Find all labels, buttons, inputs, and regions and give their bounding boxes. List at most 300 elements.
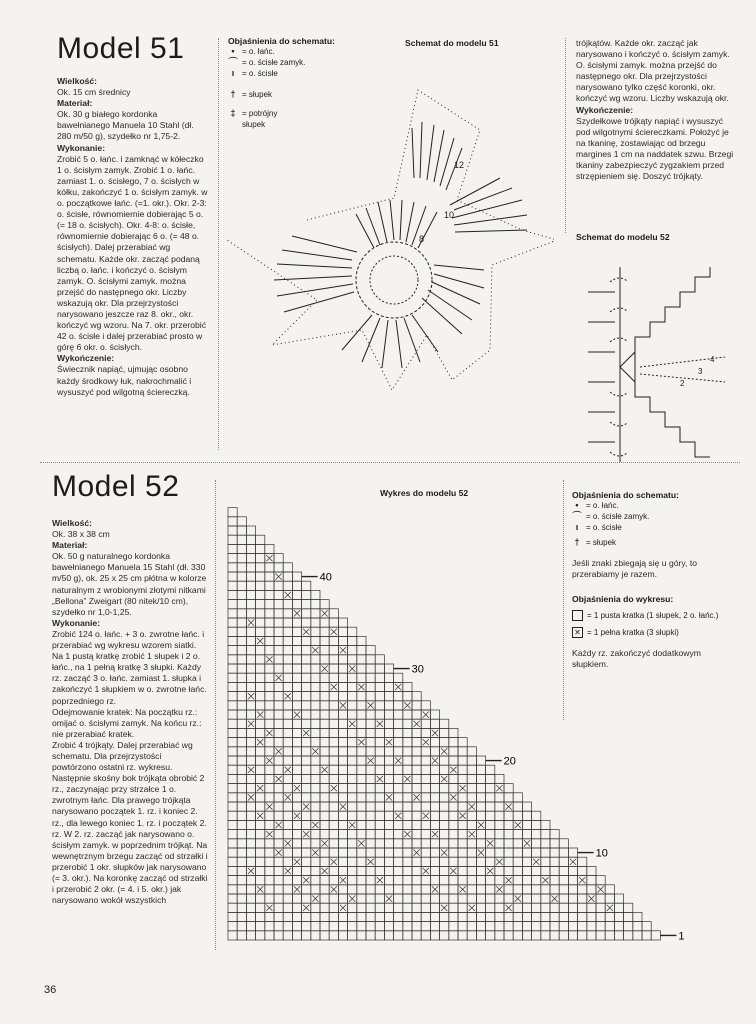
grid-cell [486, 894, 495, 903]
filled-mark [285, 592, 291, 598]
grid-cell [292, 774, 301, 783]
grid-cell [578, 894, 587, 903]
filled-mark [395, 684, 401, 690]
grid-cell [237, 664, 246, 673]
filled-mark [331, 684, 337, 690]
grid-cell [403, 710, 412, 719]
schema-51-diagram [222, 50, 554, 390]
grid-cell [338, 866, 347, 875]
grid-cell [246, 894, 255, 903]
grid-cell [348, 655, 357, 664]
grid-cell [449, 839, 458, 848]
grid-cell [384, 903, 393, 912]
grid-cell [329, 793, 338, 802]
grid-cell [237, 692, 246, 701]
filled-mark [303, 730, 309, 736]
filled-mark [322, 610, 328, 616]
grid-cell [366, 885, 375, 894]
grid-cell [256, 535, 265, 544]
filled-mark [515, 822, 521, 828]
grid-cell [495, 876, 504, 885]
grid-cell [486, 848, 495, 857]
grid-cell [338, 931, 347, 940]
grid-cell [292, 931, 301, 940]
grid-cell [348, 876, 357, 885]
grid-cell [274, 765, 283, 774]
grid-cell [375, 894, 384, 903]
stitch-fan-left [274, 236, 357, 312]
grid-cell [237, 876, 246, 885]
grid-cell [559, 912, 568, 921]
grid-cell [421, 728, 430, 737]
grid-cell [228, 517, 237, 526]
grid-cell [338, 747, 347, 756]
filled-mark [414, 721, 420, 727]
grid-cell [302, 692, 311, 701]
filled-mark [579, 877, 585, 883]
grid-cell [348, 701, 357, 710]
grid-cell [256, 572, 265, 581]
grid-cell [403, 922, 412, 931]
grid-cell [550, 866, 559, 875]
grid-cell [568, 848, 577, 857]
grid-cell [633, 931, 642, 940]
grid-cell [311, 839, 320, 848]
grid-cell [348, 646, 357, 655]
grid-cell [384, 876, 393, 885]
grid-cell [283, 581, 292, 590]
grid-cell [246, 738, 255, 747]
grid-cell [375, 710, 384, 719]
grid-cell [467, 820, 476, 829]
filled-square-icon: ✕ [572, 627, 583, 638]
grid-cell [614, 931, 623, 940]
grid-cell [513, 830, 522, 839]
grid-cell [394, 848, 403, 857]
grid-cell [302, 710, 311, 719]
grid-cell [384, 811, 393, 820]
filled-mark [542, 877, 548, 883]
grid-cell [421, 912, 430, 921]
grid-cell [624, 903, 633, 912]
grid-cell [550, 922, 559, 931]
grid-cell [329, 728, 338, 737]
grid-cell [375, 793, 384, 802]
grid-cell [228, 830, 237, 839]
legend-52-title: Objaśnienia do schematu: [572, 490, 679, 500]
grid-cell [292, 673, 301, 682]
grid-cell [265, 701, 274, 710]
material-heading: Materiał: [57, 98, 93, 109]
grid-cell [274, 609, 283, 618]
grid-cell [403, 784, 412, 793]
grid-cell [430, 857, 439, 866]
grid-cell [329, 692, 338, 701]
grid-cell [237, 830, 246, 839]
grid-cell [320, 636, 329, 645]
grid-cell [228, 922, 237, 931]
grid-cell [550, 931, 559, 940]
grid-cell [357, 922, 366, 931]
grid-cell [348, 802, 357, 811]
grid-cell [228, 701, 237, 710]
filled-mark [469, 905, 475, 911]
grid-cell [292, 664, 301, 673]
filled-mark [358, 684, 364, 690]
grid-cell [311, 664, 320, 673]
wykres-title: Wykres do modelu 52 [380, 488, 469, 498]
grid-cell [329, 811, 338, 820]
filled-mark [340, 647, 346, 653]
filled-mark [460, 813, 466, 819]
grid-cell [513, 839, 522, 848]
model-52-title: Model 52 [52, 470, 180, 503]
grid-cell [412, 839, 421, 848]
grid-cell [412, 894, 421, 903]
grid-cell [357, 701, 366, 710]
grid-cell [256, 830, 265, 839]
grid-cell [329, 756, 338, 765]
grid-cell [587, 876, 596, 885]
grid-cell [541, 848, 550, 857]
grid-cell [440, 885, 449, 894]
grid-cell [237, 784, 246, 793]
grid-cell [513, 802, 522, 811]
grid-cell [348, 756, 357, 765]
grid-cell [329, 848, 338, 857]
grid-cell [292, 655, 301, 664]
grid-cell [228, 719, 237, 728]
grid-cell [384, 673, 393, 682]
grid-cell [329, 912, 338, 921]
grid-cell [311, 830, 320, 839]
grid-cell [504, 894, 513, 903]
grid-cell [559, 866, 568, 875]
grid-cell [348, 848, 357, 857]
grid-cell [320, 646, 329, 655]
grid-cell [237, 535, 246, 544]
filled-mark [266, 555, 272, 561]
grid-cell [357, 793, 366, 802]
schema-52-diagram [580, 262, 730, 467]
grid-cell [256, 765, 265, 774]
grid-cell [449, 830, 458, 839]
grid-cell [513, 848, 522, 857]
grid-cell [495, 922, 504, 931]
grid-cell [541, 894, 550, 903]
grid-cell [357, 719, 366, 728]
grid-cell [430, 848, 439, 857]
grid-cell [348, 922, 357, 931]
grid-cell [265, 765, 274, 774]
filled-mark [506, 804, 512, 810]
grid-cell [320, 857, 329, 866]
grid-cell [320, 848, 329, 857]
continuation-text: trójkątów. Każde okr. zacząć jak narysowano i kończyć o. ścisłym zamyk. O. ścisłymi zamyk. można przejść do następnego okr. Dla przejrzystości narysowano tylko część koronki, okr. kończyć wg wzoru. Liczby wskazują okr. [576, 38, 730, 104]
grid-cell [394, 885, 403, 894]
grid-cell [458, 756, 467, 765]
grid-cell [430, 793, 439, 802]
grid-cell [246, 590, 255, 599]
grid-cell [449, 747, 458, 756]
model-51-title: Model 51 [57, 32, 185, 65]
grid-cell [302, 682, 311, 691]
filled-mark [322, 666, 328, 672]
grid-cell [265, 784, 274, 793]
filled-mark [257, 886, 263, 892]
grid-cell [329, 774, 338, 783]
grid-cell [283, 857, 292, 866]
grid-cell [237, 765, 246, 774]
legend-row-chain: • = o. łańc. [228, 46, 338, 57]
grid-cell [302, 866, 311, 875]
filled-mark [276, 822, 282, 828]
grid-cell [228, 710, 237, 719]
grid-cell [246, 572, 255, 581]
filled-mark [266, 730, 272, 736]
grid-cell [292, 912, 301, 921]
grid-cell [522, 811, 531, 820]
filled-mark [349, 896, 355, 902]
grid-cell [375, 839, 384, 848]
grid-cell [283, 774, 292, 783]
grid-cell [366, 664, 375, 673]
filled-mark [266, 804, 272, 810]
grid-cell [320, 627, 329, 636]
grid-cell [311, 903, 320, 912]
wykonanie-text-52: Zrobić 124 o. łańc. + 3 o. zwrotne łańc. i przerabiać wg wykresu wzorem siatki. Na 1 pustą kratkę zrobić 1 słupek i 2 o. łańc., na 1 pełną kratkę 3 słupki. Każdy rz. zacząć 3 o. łańc. zamiast 1. słupka i zakończyć 1 słupkiem w o. zwrotne łańc. poprzedniego rz. [52, 628, 207, 706]
filled-mark [607, 905, 613, 911]
filled-mark [588, 896, 594, 902]
grid-cell [467, 774, 476, 783]
grid-cell [486, 820, 495, 829]
grid-cell [430, 894, 439, 903]
grid-cell [430, 839, 439, 848]
grid-cell [384, 839, 393, 848]
grid-cell [476, 894, 485, 903]
grid-cell [412, 885, 421, 894]
grid-cell [348, 673, 357, 682]
grid-cell [394, 866, 403, 875]
grid-cell [522, 848, 531, 857]
legend-52-note: Jeśli znaki zbiegają się u góry, to przerabiamy je razem. [572, 558, 697, 580]
grid-cell [283, 673, 292, 682]
grid-cell [246, 784, 255, 793]
grid-cell [311, 600, 320, 609]
grid-cell [311, 811, 320, 820]
schema-51-title: Schemat do modelu 51 [405, 38, 499, 48]
grid-cell [430, 931, 439, 940]
grid-cell [311, 673, 320, 682]
grid-cell [412, 701, 421, 710]
grid-cell [421, 894, 430, 903]
grid-cell [329, 738, 338, 747]
grid-cell [228, 682, 237, 691]
grid-cell [504, 866, 513, 875]
filled-mark [285, 693, 291, 699]
grid-cell [384, 719, 393, 728]
grid-cell [458, 802, 467, 811]
grid-cell [283, 701, 292, 710]
grid-cell [302, 922, 311, 931]
grid-cell [559, 903, 568, 912]
filled-mark [377, 721, 383, 727]
edge-stitches [588, 292, 725, 442]
grid-cell [421, 747, 430, 756]
grid-cell [421, 784, 430, 793]
grid-cell [403, 682, 412, 691]
grid-cell [495, 830, 504, 839]
filled-mark [285, 840, 291, 846]
grid-cell [467, 922, 476, 931]
wykonanie-heading-52: Wykonanie: [52, 617, 101, 628]
grid-cell [274, 857, 283, 866]
grid-cell [228, 544, 237, 553]
grid-cell [228, 839, 237, 848]
grid-cell [412, 903, 421, 912]
grid-cell [394, 719, 403, 728]
grid-cell [265, 710, 274, 719]
single-crochet-icon: ı [231, 68, 235, 78]
grid-cell [265, 572, 274, 581]
filled-mark [303, 629, 309, 635]
grid-cell [283, 784, 292, 793]
grid-cell [642, 931, 651, 940]
grid-cell [467, 848, 476, 857]
grid-cell [366, 692, 375, 701]
filled-mark [248, 620, 254, 626]
grid-cell [329, 646, 338, 655]
grid-cell [375, 682, 384, 691]
grid-cell [495, 839, 504, 848]
grid-cell [256, 701, 265, 710]
grid-cell [256, 692, 265, 701]
grid-cell [412, 912, 421, 921]
grid-cell [283, 848, 292, 857]
grid-cell [320, 673, 329, 682]
filled-mark [432, 886, 438, 892]
grid-cell [338, 728, 347, 737]
grid-cell [605, 931, 614, 940]
grid-cell [348, 692, 357, 701]
grid-cell [403, 820, 412, 829]
grid-cell [559, 931, 568, 940]
wykonanie-heading: Wykonanie: [57, 142, 106, 153]
grid-cell [246, 903, 255, 912]
grid-cell [532, 820, 541, 829]
grid-cell [274, 922, 283, 931]
grid-cell [357, 747, 366, 756]
filled-mark [303, 877, 309, 883]
grid-cell [329, 903, 338, 912]
grid-cell [274, 600, 283, 609]
grid-cell [246, 839, 255, 848]
grid-cell [348, 912, 357, 921]
grid-cell [302, 673, 311, 682]
grid-cell [375, 830, 384, 839]
grid-cell [467, 784, 476, 793]
grid-cell [532, 912, 541, 921]
grid-cell [302, 646, 311, 655]
filled-mark [266, 831, 272, 837]
grid-cell [348, 710, 357, 719]
grid-cell [476, 931, 485, 940]
grid-cell [605, 894, 614, 903]
grid-cell [513, 866, 522, 875]
grid-cell [274, 903, 283, 912]
grid-cell [228, 793, 237, 802]
grid-cell [357, 784, 366, 793]
grid-cell [274, 710, 283, 719]
grid-cell [412, 922, 421, 931]
grid-cell [348, 830, 357, 839]
filled-mark [496, 859, 502, 865]
material-heading-52: Materiał: [52, 540, 88, 551]
grid-cell [237, 581, 246, 590]
grid-cell [283, 912, 292, 921]
grid-cell [246, 830, 255, 839]
grid-cell [522, 876, 531, 885]
grid-cell [302, 857, 311, 866]
legend-title: Objaśnienia do schematu: [228, 36, 335, 46]
grid-cell [265, 692, 274, 701]
grid-cell [614, 894, 623, 903]
grid-cell [366, 894, 375, 903]
grid-cell [302, 581, 311, 590]
outer-star-outline [227, 90, 554, 390]
grid-cell [366, 866, 375, 875]
grid-cell [348, 728, 357, 737]
filled-mark [294, 886, 300, 892]
grid-cell [430, 912, 439, 921]
grid-cell [412, 820, 421, 829]
grid-cell [412, 866, 421, 875]
grid-cell [513, 857, 522, 866]
grid-cell [228, 508, 237, 517]
grid-cell [458, 774, 467, 783]
grid-cell [440, 738, 449, 747]
grid-cell [357, 857, 366, 866]
grid-cell [403, 903, 412, 912]
grid-cell [633, 922, 642, 931]
grid-cell [237, 738, 246, 747]
grid-cell [384, 820, 393, 829]
grid-cell [476, 876, 485, 885]
grid-cell [265, 922, 274, 931]
grid-cell [550, 839, 559, 848]
grid-cell [320, 885, 329, 894]
filled-mark [368, 702, 374, 708]
grid-cell [449, 885, 458, 894]
grid-cell [384, 682, 393, 691]
grid-cell [237, 673, 246, 682]
grid-cell [237, 719, 246, 728]
grid-cell [394, 857, 403, 866]
filled-mark [312, 647, 318, 653]
grid-cell [513, 885, 522, 894]
grid-cell [256, 618, 265, 627]
grid-cell [449, 903, 458, 912]
grid-cell [458, 848, 467, 857]
grid-cell [302, 765, 311, 774]
grid-cell [329, 710, 338, 719]
grid-cell [357, 728, 366, 737]
grid-cell [265, 885, 274, 894]
grid-cell [467, 931, 476, 940]
filled-mark [257, 638, 263, 644]
grid-cell [338, 627, 347, 636]
grid-cell [329, 820, 338, 829]
